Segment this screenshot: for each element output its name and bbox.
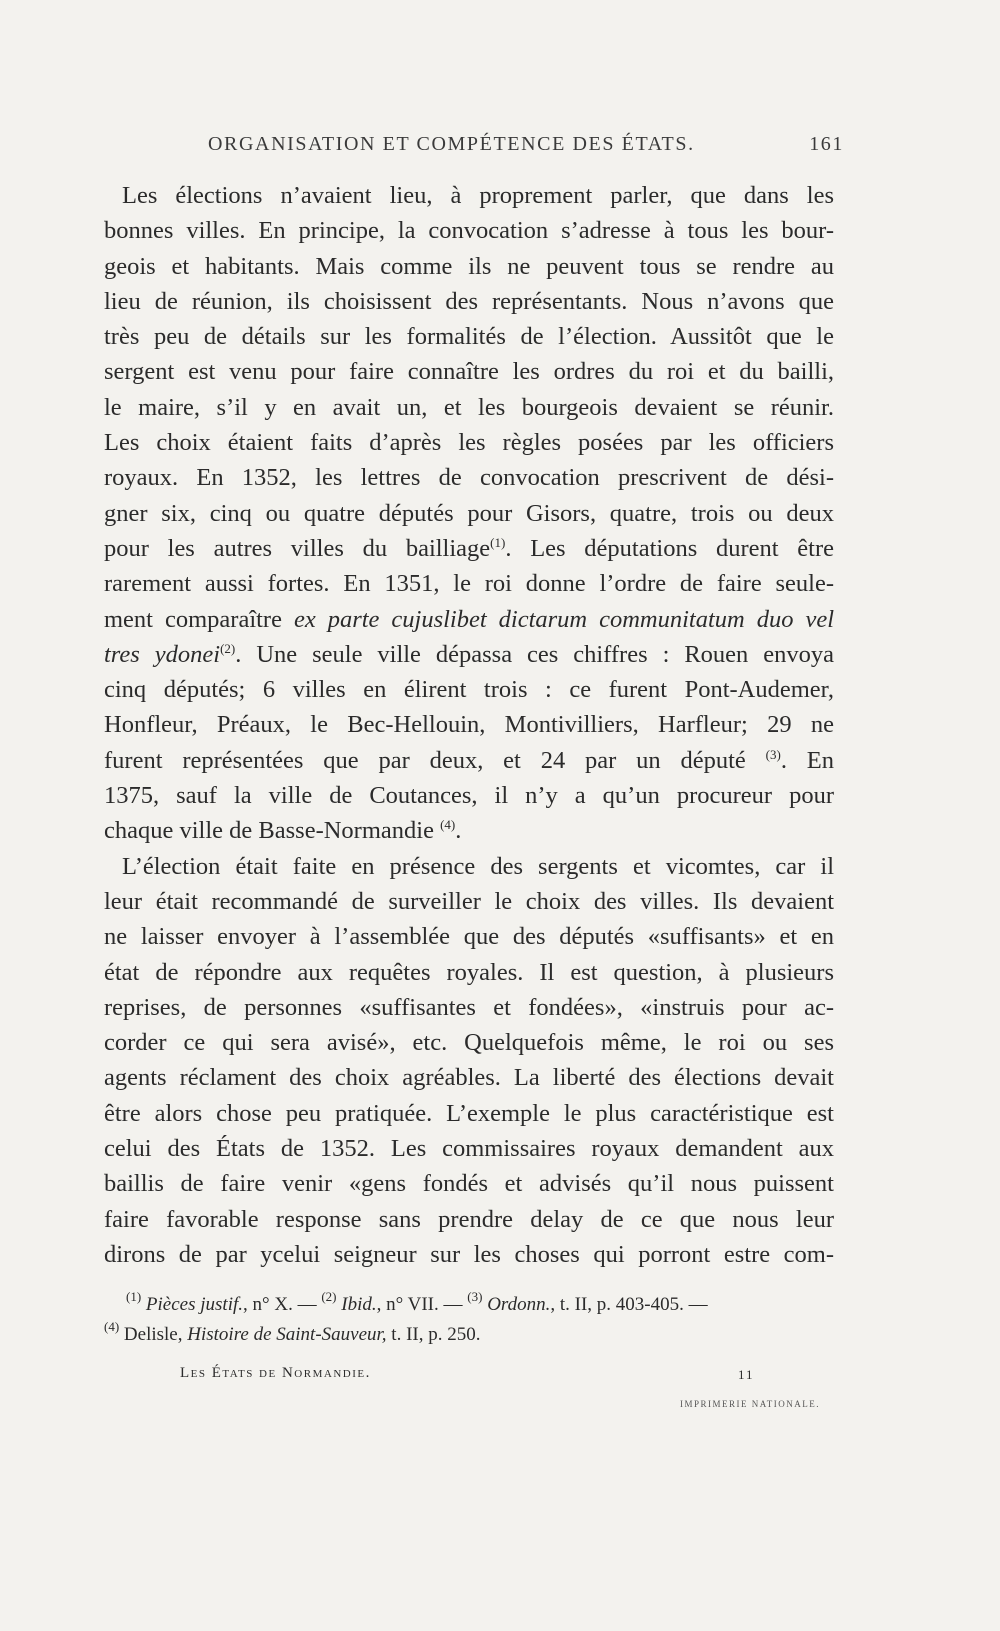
footnote-ref: (3) [765, 746, 781, 762]
text-segment: furent représentées que par deux, et 24 par un député [104, 746, 746, 774]
footnote-italic: Ibid. [341, 1294, 377, 1315]
text-line: Les élections n’avaient lieu, à proprement parler, que dans les [122, 182, 834, 209]
signature-number: 11 [738, 1367, 755, 1382]
body-text [104, 178, 834, 1272]
footnote-italic: Histoire de Saint-Sauveur, [187, 1324, 387, 1345]
text-line: geois et habitants. Mais comme ils ne peuvent tous se rendre au [104, 252, 834, 280]
text-line: 1375, sauf la ville de Coutances, il n’y a qu’un procureur pour [104, 782, 834, 810]
text-line: sergent est venu pour faire connaître les ordres du roi et du bailli, [104, 358, 834, 386]
text-segment: . Les députations durent être [505, 534, 834, 562]
footnote-line [104, 1290, 834, 1320]
page-number: 161 [809, 133, 844, 155]
latin-quote: tres ydonei [104, 640, 221, 668]
text-segment: pour les autres villes du bailliage [104, 534, 491, 562]
text-line [104, 637, 834, 672]
text-line: baillis de faire venir «gens fondés et advisés qu’il nous puissent [104, 1170, 834, 1198]
text-line: dirons de par ycelui seigneur sur les choses qui porront estre com- [104, 1240, 834, 1268]
latin-quote: ex parte cujuslibet dictarum communitatum duo vel [293, 605, 835, 633]
text-segment: . Une seule ville dépassa ces chiffres : Rouen envoya [235, 640, 834, 668]
text-segment: . En [780, 746, 834, 774]
text-line: rarement aussi fortes. En 1351, le roi donne l’ordre de faire seule- [104, 570, 834, 598]
text-line [104, 602, 834, 637]
footnote-text: Delisle, [123, 1324, 183, 1345]
text-line: agents réclament des choix agréables. La liberté des élections devait [104, 1064, 834, 1092]
footnote-ref: (1) [490, 534, 506, 550]
footnote-marker: (1) [126, 1289, 142, 1304]
text-line: état de répondre aux requêtes royales. Il est question, à plusieurs [104, 958, 834, 986]
text-line [104, 743, 834, 778]
text-line: gner six, cinq ou quatre députés pour Gisors, quatre, trois ou deux [104, 499, 834, 527]
running-title: ORGANISATION ET COMPÉTENCE DES ÉTATS. [208, 133, 695, 155]
text-line: L’élection était faite en présence des sergents et vicomtes, car il [122, 852, 834, 880]
text-line: le maire, s’il y en avait un, et les bourgeois devaient se réunir. [104, 393, 834, 421]
footnote-italic: Pièces justif. [145, 1294, 244, 1315]
text-line: royaux. En 1352, les lettres de convocation prescrivent de dési- [104, 464, 834, 492]
text-line: Honfleur, Préaux, le Bec-Hellouin, Montivilliers, Harfleur; 29 ne [104, 711, 834, 739]
text-line: cinq députés; 6 villes en élirent trois : ce furent Pont-Audemer, [104, 676, 834, 704]
text-segment: . [455, 817, 462, 845]
footnote-text: , n° X. — [243, 1294, 317, 1315]
text-line: être alors chose peu pratiquée. L’exemple le plus caractéristique est [104, 1099, 834, 1127]
footnote-marker: (4) [104, 1319, 120, 1334]
text-line: reprises, de personnes «suffisantes et fondées», «instruis pour ac- [104, 993, 834, 1021]
text-segment: chaque ville de Basse-Normandie [104, 817, 434, 845]
text-line: faire favorable response sans prendre delay de ce que nous leur [104, 1205, 834, 1233]
text-line [104, 813, 834, 848]
footnote-text: , n° VII. — [376, 1294, 463, 1315]
footnote-text: , t. II, p. 403-405. — [550, 1294, 708, 1315]
footnote-italic: Ordonn. [487, 1294, 551, 1315]
footnote-text: t. II, p. 250. [391, 1324, 481, 1345]
footnotes [104, 1290, 834, 1350]
text-line [104, 531, 834, 566]
text-line: celui des États de 1352. Les commissaires royaux demandent aux [104, 1135, 834, 1163]
text-line: leur était recommandé de surveiller le choix des villes. Ils devaient [104, 887, 834, 915]
footnote-line [104, 1320, 834, 1350]
footnote-marker: (2) [321, 1289, 337, 1304]
footnote-ref: (2) [220, 640, 236, 656]
text-line: bonnes villes. En principe, la convocation s’adresse à tous les bour- [104, 217, 834, 245]
text-line: corder ce qui sera avisé», etc. Quelquefois même, le roi ou ses [104, 1029, 834, 1057]
text-line: lieu de réunion, ils choisissent des représentants. Nous n’avons que [104, 287, 834, 315]
text-segment: ment comparaître [104, 605, 282, 633]
printer-mark: IMPRIMERIE NATIONALE. [680, 1399, 820, 1409]
footnote-marker: (3) [467, 1289, 483, 1304]
signature-title: Les États de Normandie. [180, 1365, 371, 1381]
text-line: ne laisser envoyer à l’assemblée que des députés «suffisants» et en [104, 923, 834, 951]
footnote-ref: (4) [440, 817, 456, 833]
text-line: Les choix étaient faits d’après les règles posées par les officiers [104, 429, 834, 457]
text-line: très peu de détails sur les formalités de l’élection. Aussitôt que le [104, 323, 834, 351]
